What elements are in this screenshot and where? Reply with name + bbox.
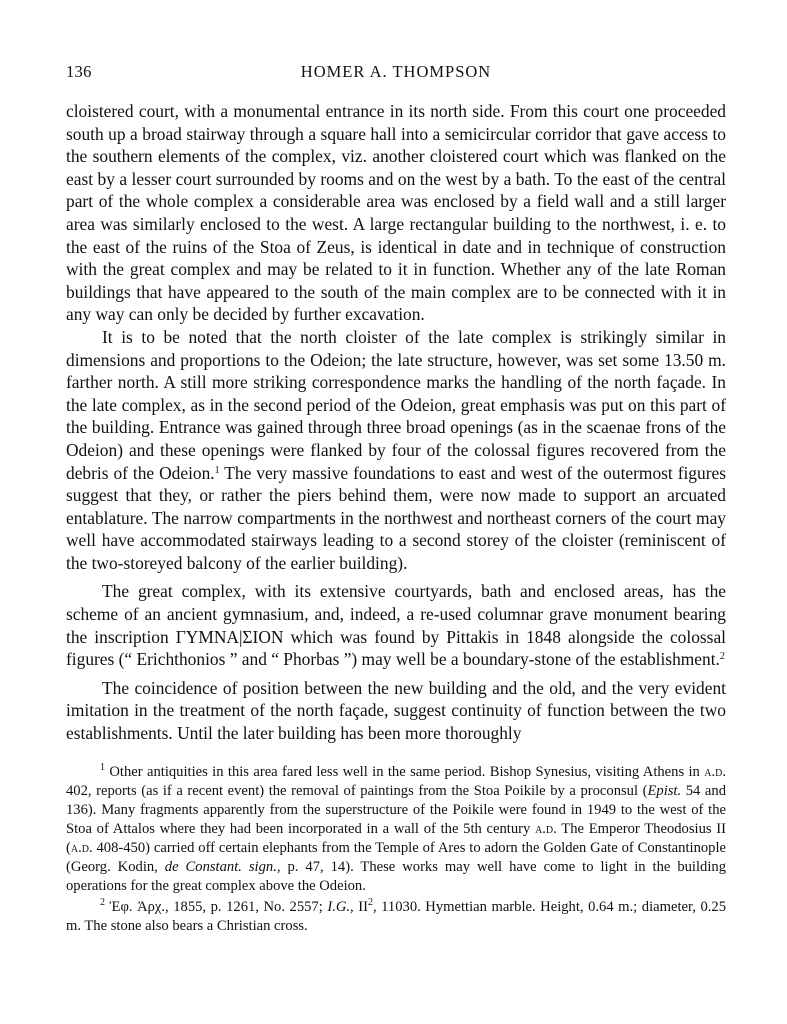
- footnote-text: , p. 47, 14). These works may well have come to light in the building operations for the great complex above the Odeion.: [66, 858, 726, 894]
- citation-title: Epist.: [647, 782, 682, 799]
- footnote-text: Ἐφ. Ἀρχ., 1855, p. 1261, No. 2557;: [105, 898, 328, 915]
- paragraph-1: [66, 100, 726, 326]
- footnote-1: [66, 763, 726, 896]
- paragraph-text: cloistered court, with a monumental entrance in its north side. From this court one proceeded south up a broad stairway through a square hall into a semicircular corridor that gave access to the southern elements of the complex, viz. another cloistered court which was flanked on the east by a lesser court surrounded by rooms and on the west by a bath. To the east of the central part of the whole complex a considerable area was enclosed by a field wall and a still larger area was similarly enclosed to the west. A large rectangular building to the northwest, i. e. to the east of the ruins of the Stoa of Zeus, is identical in date and in technique of construction with the great complex and may be related to it in function. Whether any of the late Roman buildings that have appeared to the south of the main complex are to be connected with it in any way can only be decided by further excavation.: [66, 101, 726, 325]
- paragraph-text: The great complex, with its extensive courtyards, bath and enclosed areas, has the scheme of an ancient gymnasium, and, indeed, a re-used columnar grave monument bearing the inscription ΓΥΜΝΑ|ΣΙΟΝ which was found by Pittakis in 1848 alongside the colossal figures (“ Erichthonios ” and “ Phorbas ”) may well be a boundary-stone of the establishment.: [66, 581, 726, 670]
- citation-title: I.G.: [327, 898, 351, 915]
- footnote-text: 402, reports (as if a recent event) the removal of paintings from the Stoa Poikile by a proconsul (: [66, 782, 648, 799]
- citation-title: de Constant. sign.: [164, 858, 277, 875]
- era-abbrev: a.d.: [704, 763, 726, 780]
- footnote-mark: 1: [100, 761, 105, 773]
- footnote-2: [66, 898, 726, 936]
- footnote-ref-2[interactable]: 2: [719, 651, 725, 663]
- footnote-text: Other antiquities in this area fared less well in the same period. Bishop Synesius, visiting Athens in: [105, 763, 705, 780]
- footnote-text: The Emperor Theodosius II (: [66, 820, 727, 856]
- footnote-ref-1[interactable]: 1: [214, 464, 220, 476]
- paragraph-4: [66, 677, 726, 745]
- paragraph-3: [66, 580, 726, 670]
- paragraph-text: It is to be noted that the north cloister of the late complex is strikingly similar in dimensions and proportions to the Odeion; the late structure, however, was set some 13.50 m. farther north. A still more striking correspondence marks the handling of the north façade. In the late complex, as in the second period of the Odeion, great emphasis was put on this part of the building. Entrance was gained through three broad openings (as in the scaenae frons of the Odeion) and these openings were flanked by four of the colossal figures recovered from the debris of the Odeion.: [66, 326, 726, 483]
- paragraph-text: The coincidence of position between the new building and the old, and the very evident imitation in the treatment of the north façade, suggest continuity of function between the two establishments. Until the later building has been more thoroughly: [66, 677, 726, 744]
- era-abbrev: a.d.: [535, 820, 557, 837]
- page: [66, 62, 726, 936]
- running-title: HOMER A. THOMPSON: [300, 62, 492, 81]
- page-number: 136: [66, 62, 92, 81]
- footnote-text: , II: [350, 898, 368, 915]
- era-abbrev: a.d.: [70, 839, 93, 856]
- footnotes: [66, 763, 726, 936]
- body-text: [66, 100, 726, 745]
- page-header: [66, 62, 726, 88]
- edition-superscript: 2: [367, 896, 373, 908]
- footnote-text: , 11030. Hymettian marble. Height, 0.64 m.; diameter, 0.25 m. The stone also bears a Christian cross.: [66, 898, 726, 934]
- paragraph-text: The very massive foundations to east and west of the outermost figures suggest that they, or rather the piers behind them, were now made to support an arcuated entablature. The narrow compartments in the northwest and northeast corners of the court may well have accommodated stairways leading to a second storey of the cloister (reminiscent of the two-storeyed balcony of the earlier building).: [66, 462, 726, 573]
- footnote-mark: 2: [100, 896, 105, 908]
- footnote-text: 54 and 136). Many fragments apparently from the superstructure of the Poikile were found in 1949 to the west of the Stoa of Attalos where they had been incorporated in a wall of the 5th century: [66, 782, 726, 837]
- paragraph-2: [66, 326, 726, 575]
- footnote-text: 408-450) carried off certain elephants from the Temple of Ares to adorn the Golden Gate of Constantinople (Georg. Kodin,: [66, 839, 726, 875]
